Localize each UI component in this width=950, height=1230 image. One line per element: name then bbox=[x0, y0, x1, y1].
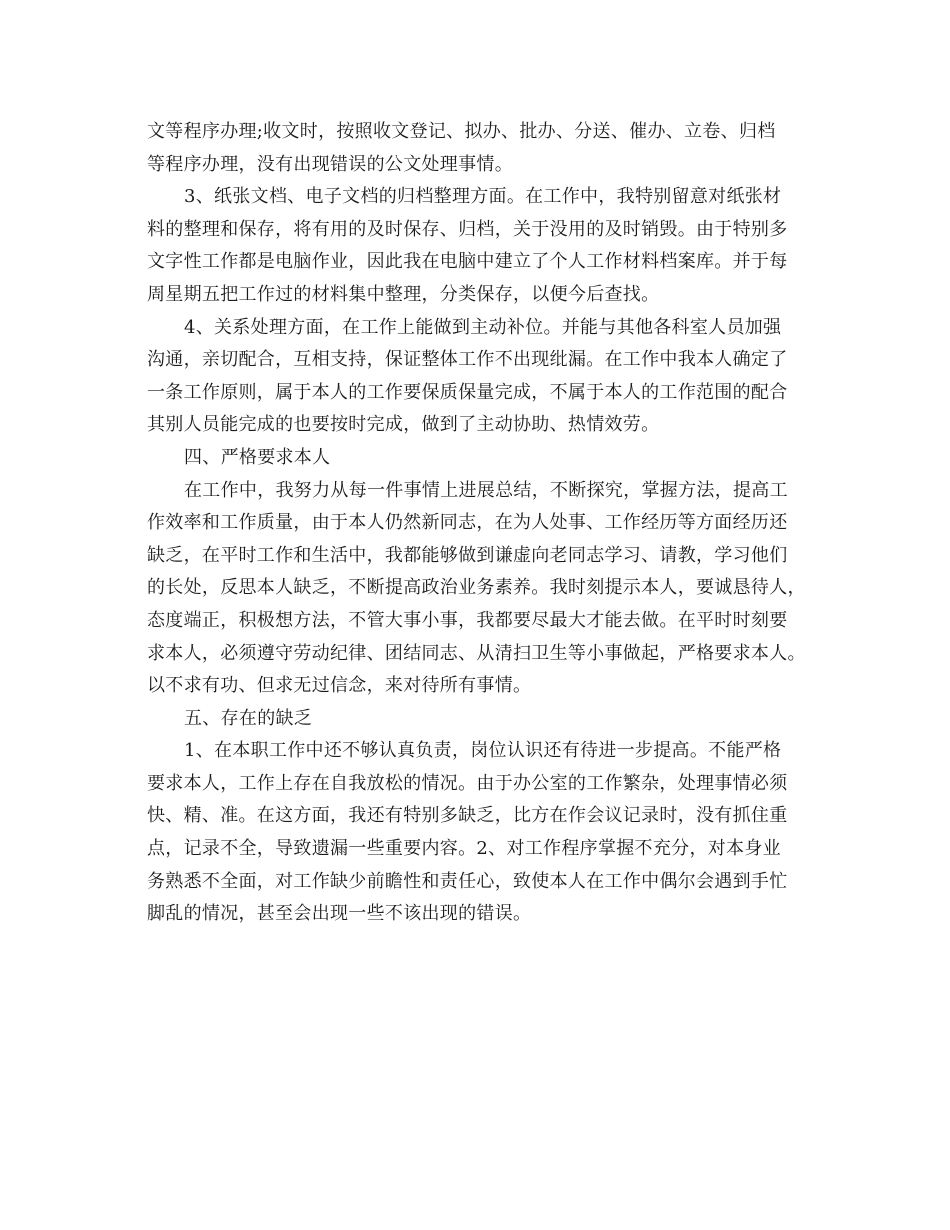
text-line: 文字性工作都是电脑作业，因此我在电脑中建立了个人工作材料档案库。并于每 bbox=[147, 251, 788, 273]
text-line: 等程序办理，没有出现错误的公文处理事情。 bbox=[147, 153, 513, 175]
text-line: 快、精、准。在这方面，我还有特别多缺乏，比方在作会议记录时，没有抓住重 bbox=[147, 805, 788, 827]
text-line: 点，记录不全，导致遗漏一些重要内容。2、对工作程序掌握不充分，对本身业 bbox=[147, 838, 781, 860]
text-line: 其别人员能完成的也要按时完成，做到了主动协助、热情效劳。 bbox=[147, 414, 660, 436]
text-line: 料的整理和保存，将有用的及时保存、归档，关于没用的及时销毁。由于特别多 bbox=[147, 218, 788, 240]
document-body bbox=[147, 116, 812, 931]
paragraph-item-1-start: 1、在本职工作中还不够认真负责，岗位认识还有待进一步提高。不能严格 bbox=[184, 740, 782, 762]
text-line: 脚乱的情况，甚至会出现一些不该出现的错误。 bbox=[147, 903, 532, 925]
paragraph-start: 在工作中，我努力从每一件事情上进展总结，不断探究，掌握方法，提高工 bbox=[184, 479, 788, 501]
text-line: 要求本人，工作上存在自我放松的情况。由于办公室的工作繁杂，处理事情必须 bbox=[147, 772, 788, 794]
text-line: 沟通，亲切配合，互相支持，保证整体工作不出现纰漏。在工作中我本人确定了 bbox=[147, 349, 788, 371]
paragraph-item-4-start: 4、关系处理方面，在工作上能做到主动补位。并能与其他各科室人员加强 bbox=[184, 316, 782, 338]
text-line: 求本人，必须遵守劳动纪律、团结同志、从清扫卫生等小事做起，严格要求本人。 bbox=[147, 642, 806, 664]
text-line: 态度端正，积极想方法，不管大事小事，我都要尽最大才能去做。在平时时刻要 bbox=[147, 609, 788, 631]
text-line: 文等程序办理;收文时，按照收文登记、拟办、批办、分送、催办、立卷、归档 bbox=[147, 121, 776, 142]
text-line: 务熟悉不全面，对工作缺少前瞻性和责任心，致使本人在工作中偶尔会遇到手忙 bbox=[147, 870, 788, 892]
text-line: 以不求有功、但求无过信念，来对待所有事情。 bbox=[147, 675, 532, 697]
text-line: 作效率和工作质量，由于本人仍然新同志，在为人处事、工作经历等方面经历还 bbox=[147, 512, 788, 534]
text-line: 周星期五把工作过的材料集中整理，分类保存，以便今后查找。 bbox=[147, 283, 660, 305]
paragraph-item-3-start: 3、纸张文档、电子文档的归档整理方面。在工作中，我特别留意对纸张材 bbox=[184, 186, 782, 208]
text-line: 缺乏，在平时工作和生活中，我都能够做到谦虚向老同志学习、请教，学习他们 bbox=[147, 544, 788, 566]
text-line: 一条工作原则，属于本人的工作要保质保量完成，不属于本人的工作范围的配合 bbox=[147, 381, 788, 403]
text-line: 的长处，反思本人缺乏，不断提高政治业务素养。我时刻提示本人，要诚恳待人， bbox=[147, 577, 806, 599]
section-heading-5: 五、存在的缺乏 bbox=[184, 707, 313, 729]
section-heading-4: 四、严格要求本人 bbox=[184, 446, 331, 468]
